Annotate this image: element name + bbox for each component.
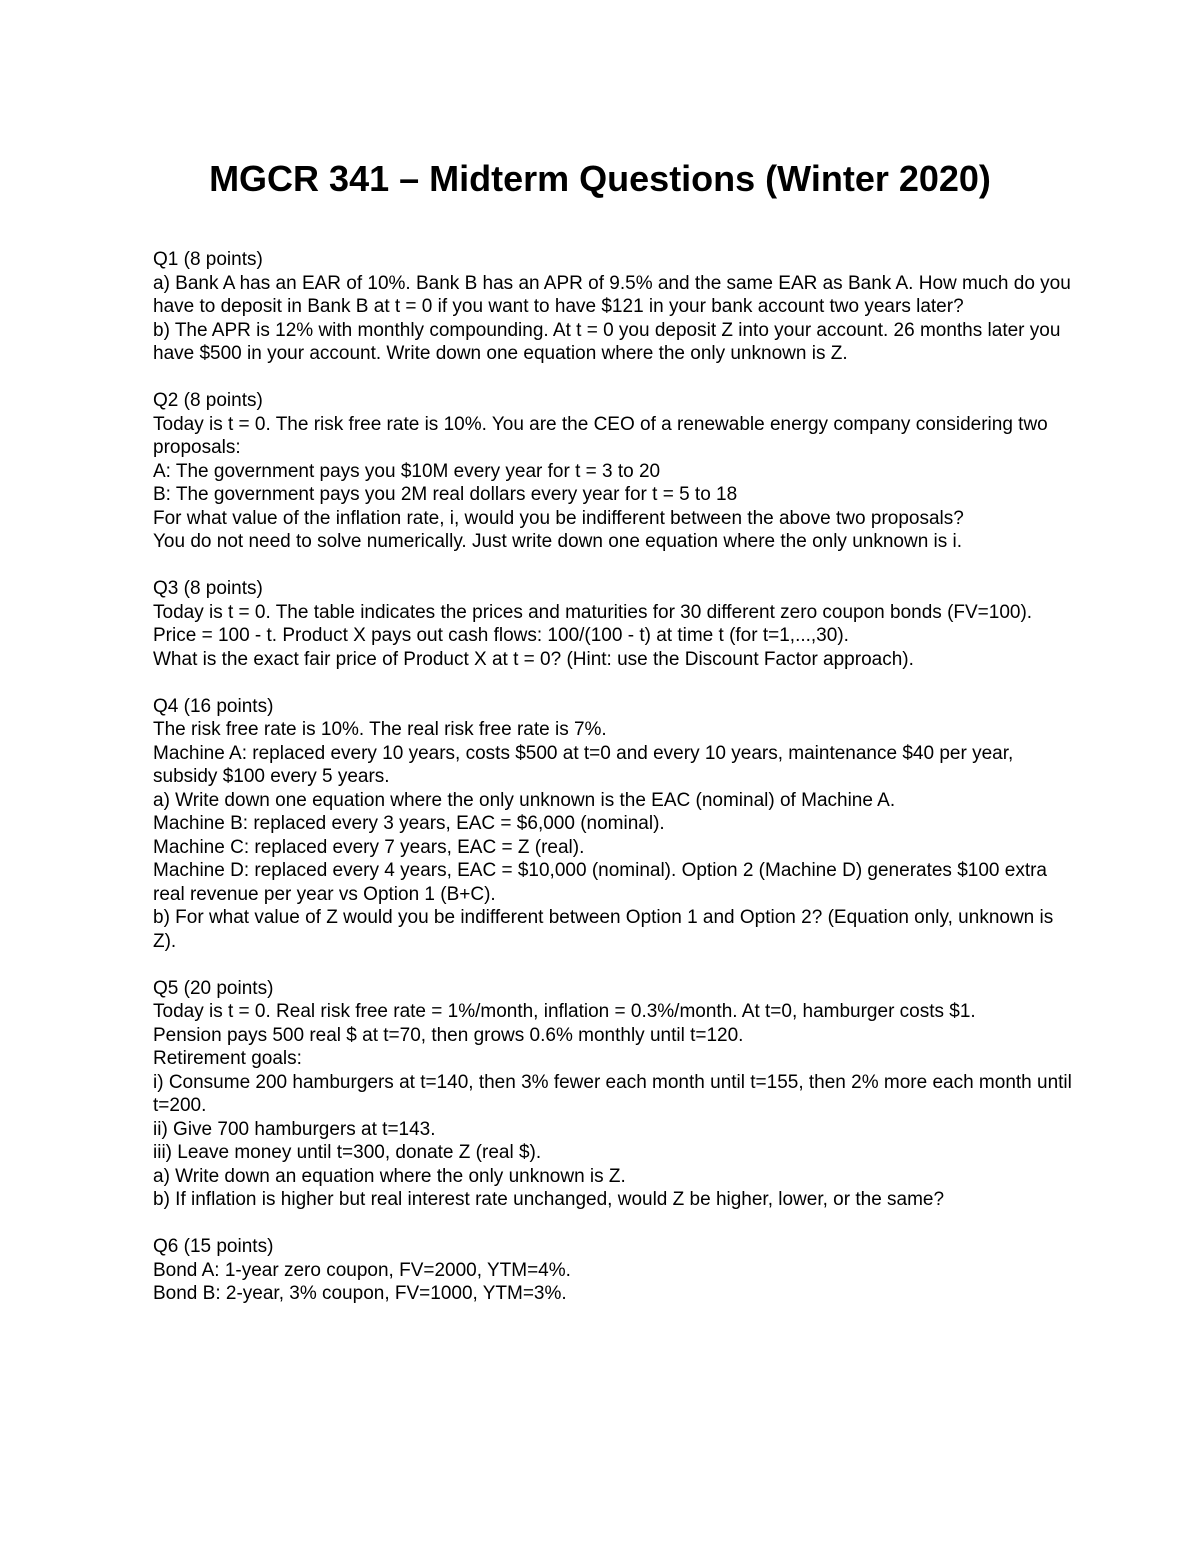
question-line: a) Bank A has an EAR of 10%. Bank B has an APR of 9.5% and the same EAR as Bank A. How much do you have to deposit in Bank B at t = 0 if you want to have $121 in your bank account two years later?: [153, 272, 1077, 317]
question-line: b) The APR is 12% with monthly compounding. At t = 0 you deposit Z into your account. 26 months later you have $500 in your account. Write down one equation where the only unknown is Z.: [153, 319, 1066, 364]
question-heading: Q3 (8 points): [153, 578, 263, 599]
question-heading: Q2 (8 points): [153, 390, 263, 411]
question-q2: [153, 389, 1073, 554]
question-line: Machine B: replaced every 3 years, EAC = $6,000 (nominal).: [153, 813, 665, 834]
question-line: Today is t = 0. The risk free rate is 10%. You are the CEO of a renewable energy company considering two proposals:: [153, 413, 1054, 458]
document-body: [153, 248, 1078, 1329]
question-q1: [153, 248, 1077, 366]
question-heading: Q5 (20 points): [153, 977, 274, 999]
question-line: b) If inflation is higher but real interest rate unchanged, would Z be higher, lower, or the same?: [153, 1189, 945, 1210]
question-q3: [153, 577, 1073, 671]
question-line: b) For what value of Z would you be indifferent between Option 1 and Option 2? (Equation only, unknown is Z).: [153, 907, 1059, 952]
question-line: ii) Give 700 hamburgers at t=143.: [153, 1118, 436, 1140]
question-line: Retirement goals:: [153, 1048, 302, 1069]
question-line: What is the exact fair price of Product X at t = 0? (Hint: use the Discount Factor approach).: [153, 648, 914, 670]
question-line: a) Write down one equation where the only unknown is the EAC (nominal) of Machine A.: [153, 789, 896, 811]
question-heading: Q6 (15 points): [153, 1236, 274, 1257]
question-line: i) Consume 200 hamburgers at t=140, then 3% fewer each month until t=155, then 2% more each month until t=200.: [153, 1071, 1078, 1116]
question-line: Today is t = 0. The table indicates the prices and maturities for 30 different zero coupon bonds (FV=100).: [153, 601, 1033, 623]
question-heading: Q4 (16 points): [153, 695, 274, 717]
question-line: Bond B: 2-year, 3% coupon, FV=1000, YTM=3%.: [153, 1283, 567, 1304]
question-line: Machine C: replaced every 7 years, EAC = Z (real).: [153, 836, 585, 858]
question-line: a) Write down an equation where the only unknown is Z.: [153, 1165, 626, 1187]
question-line: Today is t = 0. Real risk free rate = 1%/month, inflation = 0.3%/month. At t=0, hamburger costs $1.: [153, 1001, 976, 1022]
question-q6: [153, 1235, 1073, 1306]
question-q4: [153, 695, 1073, 954]
question-line: Bond A: 1-year zero coupon, FV=2000, YTM=4%.: [153, 1259, 571, 1281]
question-line: Machine D: replaced every 4 years, EAC = $10,000 (nominal). Option 2 (Machine D) generates $100 extra real revenue per year vs Option 1 (B+C).: [153, 860, 1053, 905]
question-line: B: The government pays you 2M real dollars every year for t = 5 to 18: [153, 484, 738, 505]
question-line: A: The government pays you $10M every year for t = 3 to 20: [153, 460, 661, 482]
question-line: You do not need to solve numerically. Just write down one equation where the only unknown is i.: [153, 531, 963, 552]
question-line: Price = 100 - t. Product X pays out cash flows: 100/(100 - t) at time t (for t=1,...,30).: [153, 625, 849, 646]
question-line: Machine A: replaced every 10 years, costs $500 at t=0 and every 10 years, maintenance $40 per year, subsidy $100 every 5 years.: [153, 742, 1019, 787]
question-heading: Q1 (8 points): [153, 249, 263, 270]
question-line: The risk free rate is 10%. The real risk free rate is 7%.: [153, 719, 607, 740]
document-title: MGCR 341 – Midterm Questions (Winter 2020): [209, 158, 991, 199]
question-line: For what value of the inflation rate, i, would you be indifferent between the above two proposals?: [153, 507, 964, 529]
question-line: Pension pays 500 real $ at t=70, then grows 0.6% monthly until t=120.: [153, 1024, 744, 1046]
question-q5: [153, 977, 1078, 1212]
question-line: iii) Leave money until t=300, donate Z (real $).: [153, 1142, 542, 1163]
